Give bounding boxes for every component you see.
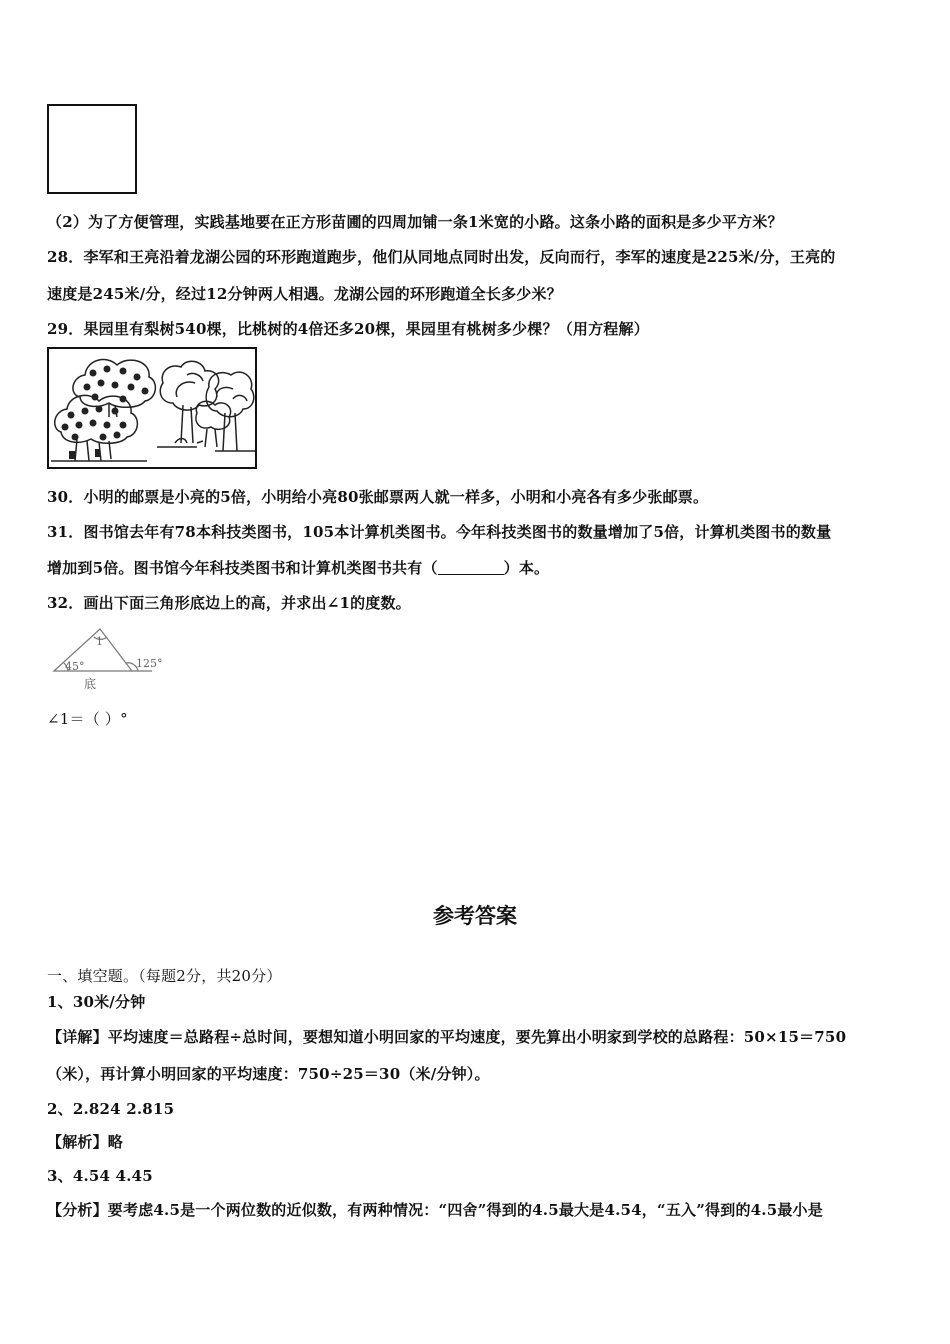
square-figure (47, 104, 137, 194)
question-28-line2: 速度是245米/分，经过12分钟两人相遇。龙湖公园的环形跑道全长多少米？ (47, 285, 562, 303)
answer-2-detail: 【解析】略 (47, 1133, 124, 1151)
answer-3-detail: 【分析】要考虑4.5是一个两位数的近似数，有两种情况：“四舍”得到的4.5最大是4.54，“五入”得到的4.5最小是 (47, 1201, 823, 1219)
question-31-text-pre: 增加到5倍。图书馆今年科技类图书和计算机类图书共有（ (47, 559, 438, 577)
section-1-heading: 一、填空题。（每题2分，共20分） (47, 967, 282, 985)
angle-1-label: 1 (96, 635, 103, 648)
triangle-figure (50, 625, 175, 693)
question-32: 32．画出下面三角形底边上的高，并求出∠1的度数。 (47, 594, 411, 612)
answer-3: 3、4.54 4.45 (47, 1167, 153, 1185)
answer-1-detail-line2: （米），再计算小明回家的平均速度：750÷25＝30（米/分钟）。 (47, 1065, 490, 1083)
answer-1-detail-line1: 【详解】平均速度＝总路程÷总时间，要想知道小明回家的平均速度，要先算出小明家到学校的总路程：50×15＝750 (47, 1028, 847, 1046)
question-30: 30．小明的邮票是小亮的5倍，小明给小亮80张邮票两人就一样多，小明和小亮各有多少张邮票。 (47, 488, 709, 506)
base-label: 底 (84, 677, 97, 691)
orchard-illustration (47, 347, 257, 469)
answers-title: 参考答案 (433, 903, 517, 928)
question-31-text-post: ）本。 (503, 559, 550, 577)
answer-2: 2、2.824 2.815 (47, 1100, 175, 1118)
answer-1: 1、30米/分钟 (47, 993, 146, 1011)
question-32-answer-line: ∠1＝（ ）° (47, 710, 128, 728)
question-27-2: （2）为了方便管理，实践基地要在正方形苗圃的四周加铺一条1米宽的小路。这条小路的面积是多少平方米？ (47, 213, 783, 231)
question-31-line2 (47, 557, 549, 578)
angle-125-label: 125° (136, 657, 163, 670)
question-28-line1: 28．李军和王亮沿着龙湖公园的环形跑道跑步，他们从同地点同时出发，反向而行，李军的速度是225米/分，王亮的 (47, 248, 836, 266)
answer-blank (438, 560, 504, 575)
angle-45-label: 45° (65, 660, 85, 673)
question-29: 29．果园里有梨树540棵，比桃树的4倍还多20棵，果园里有桃树多少棵？（用方程解） (47, 320, 649, 338)
question-31-line1: 31．图书馆去年有78本科技类图书，105本计算机类图书。今年科技类图书的数量增加了5倍，计算机类图书的数量 (47, 523, 832, 541)
